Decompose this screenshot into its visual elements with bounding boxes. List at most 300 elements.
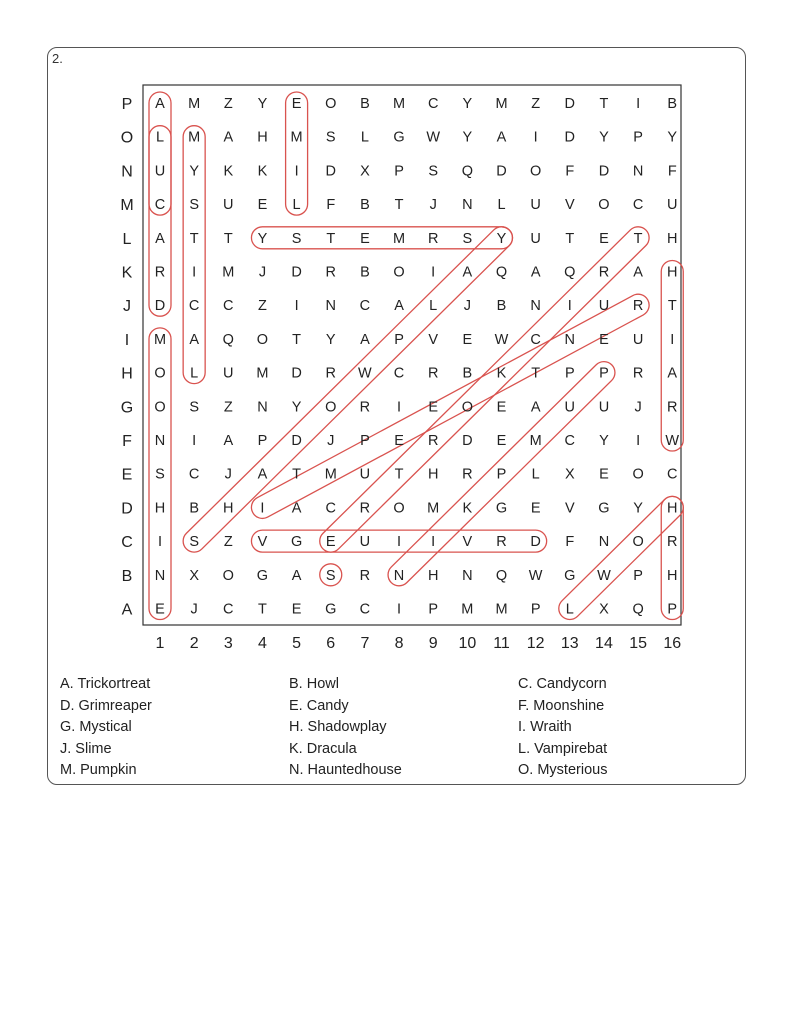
grid-letter: C	[667, 466, 678, 483]
grid-letter: Y	[599, 433, 609, 449]
grid-letter: W	[597, 567, 611, 584]
grid-letter: M	[393, 96, 406, 112]
grid-letter: Z	[223, 96, 233, 112]
grid-letter: G	[290, 534, 303, 551]
grid-letter: G	[495, 500, 508, 517]
grid-letter: Z	[258, 298, 267, 315]
word-list-item-mystical	[60, 719, 132, 735]
grid-letter: U	[530, 230, 541, 247]
grid-letter: N	[154, 567, 166, 584]
grid-letter: O	[325, 399, 337, 416]
grid-letter: C	[359, 298, 371, 315]
word-list-item-slime	[60, 741, 112, 757]
grid-letter: D	[291, 433, 302, 449]
grid-letter: N	[564, 331, 576, 348]
grid-letter: S	[291, 230, 302, 247]
word-list-word: Mysterious	[533, 762, 608, 778]
word-list-key: K.	[289, 740, 303, 757]
grid-letter: P	[599, 365, 609, 382]
grid-letter: B	[360, 264, 370, 281]
word-list-word: Grimreaper	[74, 697, 152, 714]
grid-letter: L	[190, 365, 199, 382]
word-list-item-wraith	[518, 719, 572, 735]
grid-letter: J	[224, 466, 232, 483]
row-label: F	[122, 433, 132, 450]
word-list-key: I.	[518, 719, 527, 735]
grid-letter: I	[431, 264, 436, 281]
grid-letter: L	[565, 601, 574, 618]
row-label: M	[120, 197, 134, 215]
word-list-item-pumpkin	[60, 762, 137, 778]
grid-letter: O	[222, 567, 234, 584]
grid-letter: A	[155, 96, 165, 112]
column-label: 5	[292, 635, 302, 652]
grid-letter: M	[393, 230, 406, 247]
column-label: 10	[458, 635, 477, 652]
grid-letter: P	[496, 466, 507, 483]
word-list-word: Pumpkin	[76, 762, 137, 778]
grid-letter: H	[667, 264, 678, 281]
grid-letter: H	[667, 230, 678, 247]
grid-letter: T	[292, 331, 302, 348]
grid-letter: I	[294, 298, 299, 315]
puzzle-number: 2.	[52, 51, 63, 66]
row-label: G	[120, 399, 134, 417]
grid-letter: C	[530, 331, 541, 348]
grid-letter: L	[292, 197, 301, 214]
grid-letter: U	[598, 399, 610, 416]
grid-letter: D	[564, 129, 576, 146]
letter-grid	[154, 96, 679, 618]
grid-letter: Y	[599, 129, 609, 146]
word-list-word: Candycorn	[532, 676, 607, 692]
grid-letter: R	[427, 433, 439, 449]
grid-letter: P	[667, 601, 678, 618]
word-list-item-mysterious	[518, 762, 607, 778]
found-word-highlight-wraith	[661, 261, 683, 452]
grid-letter: K	[223, 163, 234, 180]
word-list-word: Wraith	[526, 719, 572, 735]
grid-letter: S	[428, 163, 439, 180]
word-list-key: M.	[60, 762, 77, 778]
grid-letter: P	[633, 567, 643, 584]
grid-letter: A	[257, 466, 268, 483]
grid-letter: H	[154, 500, 166, 517]
grid-letter: O	[325, 96, 337, 112]
grid-letter: P	[394, 163, 404, 180]
grid-letter: T	[258, 601, 267, 618]
grid-letter: D	[291, 264, 302, 281]
grid-letter: U	[223, 197, 234, 214]
grid-letter: S	[325, 567, 336, 584]
grid-letter: R	[632, 298, 644, 315]
grid-letter: A	[360, 331, 370, 348]
grid-letter: N	[154, 433, 166, 449]
grid-letter: H	[667, 567, 678, 584]
grid-letter: I	[533, 129, 538, 146]
grid-letter: D	[530, 534, 541, 551]
grid-letter: U	[359, 534, 371, 551]
grid-letter: R	[154, 264, 166, 281]
grid-letter: K	[496, 365, 507, 382]
grid-letter: C	[393, 365, 405, 382]
word-list-key: C.	[518, 676, 533, 692]
grid-letter: R	[496, 534, 507, 551]
grid-letter: C	[223, 298, 234, 315]
word-list-item-hauntedhouse	[289, 762, 402, 778]
grid-letter: O	[154, 365, 166, 382]
word-list-word: Howl	[302, 676, 339, 692]
word-list-word: Shadowplay	[303, 719, 387, 735]
grid-letter: C	[154, 197, 166, 214]
grid-letter: D	[325, 163, 336, 180]
grid-letter: R	[598, 264, 610, 281]
grid-letter: A	[189, 331, 199, 348]
grid-letter: Y	[667, 129, 678, 146]
grid-letter: V	[257, 534, 268, 551]
column-label: 8	[394, 635, 404, 652]
word-list-key: H.	[289, 719, 304, 735]
grid-letter: P	[428, 601, 439, 618]
grid-letter: A	[667, 365, 678, 382]
column-label: 2	[189, 635, 199, 652]
column-label: 14	[595, 635, 613, 652]
grid-letter: M	[495, 601, 508, 618]
word-list-word: Mystical	[75, 719, 132, 735]
grid-letter: Z	[531, 96, 541, 112]
word-list-item-vampirebat	[518, 741, 607, 757]
grid-letter: U	[154, 163, 166, 180]
grid-letter: I	[294, 163, 299, 180]
grid-letter: T	[292, 466, 302, 483]
grid-letter: B	[360, 197, 370, 214]
grid-letter: L	[360, 129, 369, 146]
grid-letter: M	[461, 601, 474, 618]
grid-letter: C	[564, 433, 576, 449]
word-list-item-moonshine	[518, 698, 604, 714]
grid-letter: D	[154, 298, 166, 315]
word-list-key: A.	[60, 676, 74, 692]
grid-letter: S	[189, 197, 199, 214]
grid-letter: P	[360, 433, 370, 449]
grid-letter: X	[189, 567, 199, 584]
word-list-word: Trickortreat	[73, 676, 151, 692]
grid-letter: O	[154, 399, 166, 416]
grid-letter: U	[564, 399, 576, 416]
grid-letter: P	[633, 129, 643, 146]
grid-letter: J	[327, 433, 335, 449]
grid-letter: C	[223, 601, 234, 618]
row-label: K	[121, 264, 133, 282]
grid-letter: T	[394, 466, 404, 483]
grid-letter: D	[564, 96, 576, 112]
grid-letter: Y	[462, 96, 473, 112]
column-label: 12	[526, 635, 545, 652]
grid-letter: H	[427, 567, 439, 584]
grid-letter: G	[256, 567, 269, 584]
grid-letter: K	[257, 163, 268, 180]
grid-letter: E	[530, 500, 541, 517]
row-label: B	[121, 567, 133, 585]
grid-letter: F	[667, 163, 677, 180]
grid-letter: A	[530, 399, 541, 416]
grid-letter: Q	[222, 331, 234, 348]
grid-letter: D	[496, 163, 507, 180]
row-label: D	[121, 500, 133, 518]
grid-letter: S	[462, 230, 473, 247]
grid-letter: N	[632, 163, 644, 180]
grid-letter: Q	[564, 264, 576, 281]
grid-letter: C	[359, 601, 371, 618]
word-list-word: Dracula	[302, 740, 357, 757]
grid-letter: A	[633, 264, 643, 281]
grid-letter: O	[393, 500, 405, 517]
row-label: A	[121, 601, 133, 619]
grid-letter: T	[531, 365, 541, 382]
row-label: N	[121, 163, 133, 181]
grid-letter: I	[670, 331, 675, 348]
grid-letter: F	[326, 197, 336, 214]
grid-letter: B	[189, 500, 199, 517]
grid-letter: B	[360, 96, 370, 112]
grid-letter: O	[632, 534, 644, 551]
grid-letter: A	[530, 264, 541, 281]
grid-letter: V	[428, 331, 439, 348]
grid-letter: R	[325, 365, 336, 382]
column-label: 11	[493, 635, 510, 652]
grid-letter: C	[632, 197, 644, 214]
grid-letter: Y	[496, 230, 507, 247]
grid-letter: S	[189, 399, 199, 416]
grid-letter: M	[222, 264, 235, 281]
grid-letter: M	[188, 129, 201, 146]
grid-letter: Q	[461, 163, 473, 180]
column-label: 3	[223, 635, 233, 652]
word-list-word: Moonshine	[529, 697, 605, 714]
column-label: 1	[155, 635, 165, 652]
grid-letter: E	[599, 466, 609, 483]
word-list-word: Candy	[302, 697, 349, 714]
word-list-item-howl	[289, 676, 339, 692]
column-labels	[156, 635, 682, 652]
grid-letter: T	[667, 298, 677, 315]
grid-letter: L	[155, 129, 165, 146]
grid-letter: J	[258, 264, 267, 281]
row-label: C	[121, 534, 133, 552]
grid-letter: J	[190, 601, 198, 618]
grid-letter: Q	[495, 567, 508, 584]
grid-letter: M	[256, 365, 269, 382]
grid-letter: S	[189, 534, 199, 551]
row-label: P	[121, 96, 133, 113]
grid-letter: I	[636, 433, 641, 449]
word-list-key: F.	[518, 697, 530, 714]
grid-letter: B	[462, 365, 473, 382]
grid-letter: U	[359, 466, 371, 483]
row-label: I	[124, 331, 130, 349]
grid-letter: I	[192, 264, 197, 281]
grid-letter: E	[428, 399, 439, 416]
grid-letter: O	[256, 331, 269, 348]
grid-letter: L	[497, 197, 506, 214]
grid-letter: S	[325, 129, 336, 146]
grid-letter: Y	[257, 230, 268, 247]
grid-letter: V	[462, 534, 473, 551]
word-list-word: Hauntedhouse	[303, 762, 402, 778]
grid-letter: E	[325, 534, 336, 551]
grid-letter: R	[359, 500, 371, 517]
column-label: 13	[560, 635, 579, 652]
grid-letter: T	[326, 230, 336, 247]
grid-letter: U	[530, 197, 541, 214]
grid-letter: A	[223, 129, 234, 146]
word-list-item-dracula	[289, 741, 357, 757]
grid-letter: N	[462, 567, 473, 584]
grid-letter: T	[599, 96, 609, 112]
grid-letter: I	[192, 433, 197, 449]
grid-letter: F	[565, 534, 575, 551]
grid-letter: M	[495, 96, 508, 112]
grid-letter: E	[291, 601, 302, 618]
grid-letter: I	[397, 601, 402, 618]
grid-letter: R	[427, 230, 439, 247]
word-list-item-candycorn	[518, 676, 607, 692]
grid-letter: W	[426, 129, 441, 146]
grid-letter: G	[325, 601, 337, 618]
grid-letter: I	[397, 399, 402, 416]
row-label: E	[121, 466, 133, 484]
grid-letter: W	[494, 331, 509, 348]
grid-letter: W	[665, 433, 680, 449]
word-list-key: E.	[289, 697, 303, 714]
grid-letter: U	[598, 298, 610, 315]
grid-letter: D	[462, 433, 473, 449]
grid-letter: J	[634, 399, 642, 416]
grid-letter: B	[496, 298, 507, 315]
grid-letter: A	[462, 264, 473, 281]
column-label: 15	[629, 635, 647, 652]
grid-letter: M	[427, 500, 440, 517]
grid-letter: U	[223, 365, 234, 382]
grid-letter: G	[564, 567, 576, 584]
grid-letter: H	[223, 500, 234, 517]
grid-letter: N	[393, 567, 405, 584]
grid-letter: R	[667, 399, 678, 416]
word-list-key: G.	[60, 719, 76, 735]
grid-letter: R	[427, 365, 439, 382]
grid-letter: B	[667, 96, 678, 112]
grid-letter: V	[564, 197, 575, 214]
grid-letter: O	[461, 399, 473, 416]
grid-letter: W	[528, 567, 543, 584]
grid-letter: A	[394, 298, 404, 315]
grid-letter: A	[496, 129, 507, 146]
grid-letter: T	[394, 197, 404, 214]
word-list-word: Vampirebat	[530, 740, 608, 757]
row-labels	[120, 96, 133, 619]
grid-letter: I	[567, 298, 572, 315]
grid-letter: Y	[257, 96, 268, 112]
grid-letter: T	[565, 230, 575, 247]
grid-letter: Z	[223, 534, 233, 551]
row-label: J	[123, 298, 131, 316]
grid-letter: X	[599, 601, 609, 618]
row-label: H	[121, 365, 133, 383]
grid-letter: Q	[632, 601, 644, 618]
grid-letter: D	[598, 163, 610, 180]
word-list-key: B.	[289, 676, 303, 692]
grid-letter: R	[462, 466, 473, 483]
grid-letter: E	[360, 230, 370, 247]
grid-letter: E	[496, 399, 507, 416]
grid-letter: I	[260, 500, 265, 517]
grid-letter: F	[565, 163, 575, 180]
grid-letter: E	[394, 433, 404, 449]
grid-letter: O	[598, 197, 610, 214]
grid-letter: D	[291, 365, 302, 382]
grid-letter: V	[564, 500, 575, 517]
word-list-item-grimreaper	[60, 698, 152, 714]
grid-letter: G	[393, 129, 405, 146]
row-label: L	[122, 230, 132, 248]
grid-letter: A	[291, 500, 302, 517]
grid-letter: P	[257, 433, 268, 449]
grid-letter: H	[257, 129, 268, 146]
grid-letter: N	[598, 534, 610, 551]
grid-letter: E	[257, 197, 268, 214]
word-list-key: N.	[289, 762, 304, 778]
grid-letter: P	[564, 365, 575, 382]
column-label: 4	[257, 635, 267, 652]
grid-letter: A	[155, 230, 165, 247]
grid-letter: X	[360, 163, 370, 180]
grid-letter: P	[394, 331, 404, 348]
row-label: O	[120, 129, 134, 147]
grid-letter: C	[188, 466, 200, 483]
grid-letter: G	[598, 500, 610, 517]
grid-letter: Y	[325, 331, 336, 348]
found-word-highlight-mysterious	[251, 227, 512, 249]
word-list-word: Slime	[71, 740, 112, 757]
grid-letter: T	[633, 230, 643, 247]
grid-letter: P	[530, 601, 541, 618]
grid-letter: E	[462, 331, 473, 348]
grid-letter: I	[636, 96, 641, 112]
grid-letter: C	[427, 96, 439, 112]
column-label: 9	[428, 635, 438, 652]
word-list-key: O.	[518, 762, 534, 778]
grid-letter: I	[431, 534, 436, 551]
grid-letter: N	[462, 197, 473, 214]
grid-letter: O	[632, 466, 644, 483]
grid-letter: T	[189, 230, 199, 247]
grid-letter: I	[157, 534, 163, 551]
grid-letter: W	[358, 365, 372, 382]
grid-letter: C	[188, 298, 200, 315]
grid-letter: N	[257, 399, 268, 416]
found-word-highlight-vampirebat	[248, 290, 653, 522]
grid-letter: M	[324, 466, 337, 483]
grid-letter: N	[530, 298, 541, 315]
word-list-item-candy	[289, 698, 349, 714]
grid-letter: L	[429, 298, 438, 315]
grid-letter: O	[530, 163, 542, 180]
word-list-key: D.	[60, 697, 75, 714]
grid-letter: E	[599, 331, 609, 348]
grid-letter: O	[393, 264, 405, 281]
word-list-item-shadowplay	[289, 719, 387, 735]
grid-letter: N	[325, 298, 336, 315]
